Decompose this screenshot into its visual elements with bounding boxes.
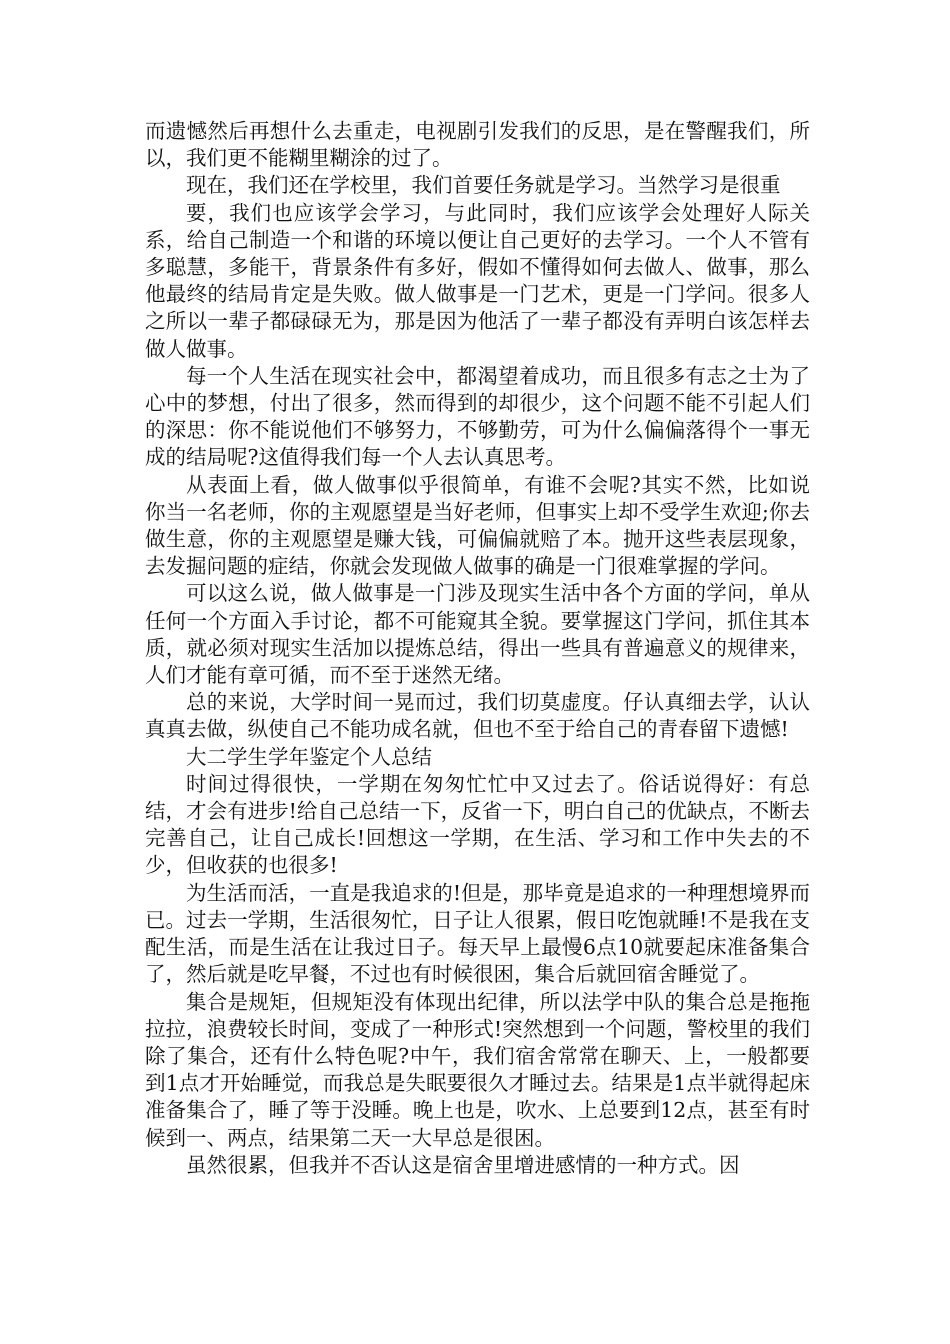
paragraph: 可以这么说，做人做事是一门涉及现实生活中各个方面的学问，单从任何一个方面入手讨论，都不可能窥其全貌。要掌握这门学问，抓住其本质，就必须对现实生活加以提炼总结，得出一些具有普遍意义的规律来，人们才能有章可循，而不至于迷然无绪。 <box>145 581 810 688</box>
paragraph: 为生活而活，一直是我追求的!但是，那毕竟是追求的一种理想境界而已。过去一学期，生活很匆忙，日子让人很累，假日吃饱就睡!不是我在支配生活，而是生活在让我过日子。每天早上最慢6点10就要起床准备集合了，然后就是吃早餐，不过也有时候很困，集合后就回宿舍睡觉了。 <box>145 880 810 987</box>
paragraph: 总的来说，大学时间一晃而过，我们切莫虚度。仔认真细去学，认认真真去做，纵使自己不能功成名就，但也不至于给自己的青春留下遗憾! <box>145 690 810 742</box>
paragraph: 集合是规矩，但规矩没有体现出纪律，所以法学中队的集合总是拖拖拉拉，浪费较长时间，变成了一种形式!突然想到一个问题，警校里的我们除了集合，还有什么特色呢?中午，我们宿舍常常在聊天、上，一般都要到1点才开始睡觉，而我总是失眠要很久才睡过去。结果是1点半就得起床准备集合了，睡了等于没睡。晚上也是，吹水、上总要到12点，甚至有时候到一、两点，结果第二天一大早总是很困。 <box>145 989 810 1150</box>
section-heading: 大二学生学年鉴定个人总结 <box>186 744 432 769</box>
paragraph: 每一个人生活在现实社会中，都渴望着成功，而且很多有志之士为了心中的梦想，付出了很多，然而得到的却很少，这个问题不能不引起人们的深思：你不能说他们不够努力，不够勤劳，可为什么偏偏落得个一事无成的结局呢?这值得我们每一个人去认真思考。 <box>145 363 810 470</box>
paragraph: 虽然很累，但我并不否认这是宿舍里增进感情的一种方式。因 <box>186 1152 740 1177</box>
paragraph: 现在，我们还在学校里，我们首要任务就是学习。当然学习是很重 <box>186 173 781 198</box>
paragraph: 而遗憾然后再想什么去重走，电视剧引发我们的反思，是在警醒我们，所以，我们更不能糊里糊涂的过了。 <box>145 119 810 171</box>
paragraph: 时间过得很快，一学期在匆匆忙忙中又过去了。俗话说得好：有总结，才会有进步!给自己总结一下，反省一下，明白自己的优缺点，不断去完善自己，让自己成长!回想这一学期，在生活、学习和工作中失去的不少，但收获的也很多! <box>145 771 810 878</box>
paragraph: 要，我们也应该学会学习，与此同时，我们应该学会处理好人际关系，给自己制造一个和谐的环境以便让自己更好的去学习。一个人不管有多聪慧，多能干，背景条件有多好，假如不懂得如何去做人、做事，那么他最终的结局肯定是失败。做人做事是一门艺术，更是一门学问。很多人之所以一辈子都碌碌无为，那是因为他活了一辈子都没有弄明白该怎样去做人做事。 <box>145 200 810 361</box>
document-body <box>145 118 810 1179</box>
paragraph: 从表面上看，做人做事似乎很简单，有谁不会呢?其实不然，比如说你当一名老师，你的主观愿望是当好老师，但事实上却不受学生欢迎;你去做生意，你的主观愿望是赚大钱，可偏偏就赔了本。抛开这些表层现象，去发掘问题的症结，你就会发现做人做事的确是一门很难掌握的学问。 <box>145 472 810 579</box>
